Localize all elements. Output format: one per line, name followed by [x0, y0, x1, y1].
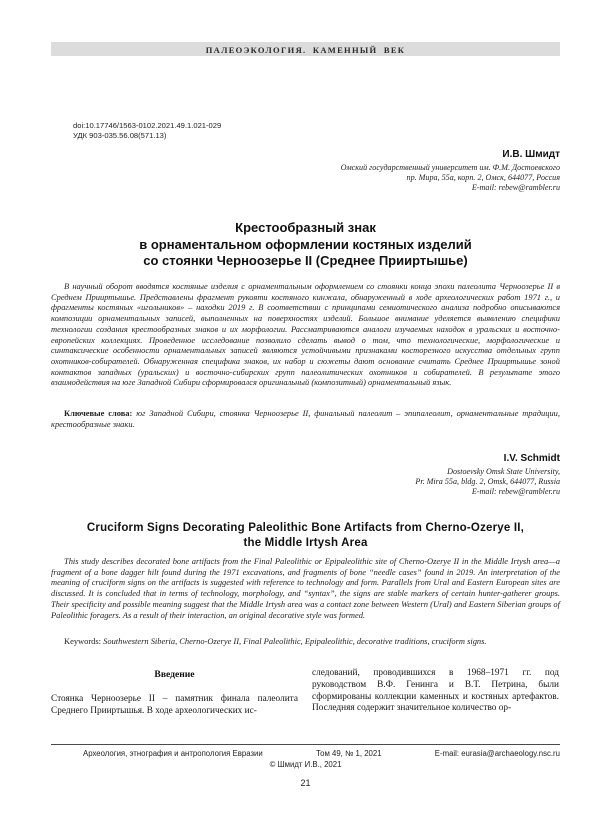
author-name-en: I.V. Schmidt: [503, 453, 560, 464]
author-email-ru: E-mail: rebew@rambler.ru: [471, 182, 560, 192]
title-line: со стоянки Черноозерье II (Среднее Прииртышье): [143, 253, 468, 268]
body-columns: [51, 668, 560, 717]
page-number: 21: [300, 778, 311, 788]
affiliation-line: Pr. Mira 55a, bldg. 2, Omsk, 644077, Russia: [415, 476, 560, 486]
doi-line: doi:10.17746/1563-0102.2021.49.1.021-029: [73, 121, 222, 130]
keywords-ru: [51, 408, 560, 429]
author-block-ru: [51, 149, 560, 192]
keywords-en-label: Keywords:: [64, 636, 102, 646]
abstract-en-text: This study describes decorated bone artifacts from the Final Paleolithic or Epipaleolithic site of Cherno-Ozerye II in the Middle Irtysh area—a fragment of a bone dagger hilt found during the 1971 excavations, and fragments of bone “needle cases” found in 2019. An interpretation of the meaning of cruciform signs on the artifacts is suggested with reference to technology and form. Parallels from Ural and Eastern European sites are discussed. It is concluded that in terms of technology, morphology, and “syntax”, the signs are stable markers of certain hunter-gatherer groups. Their specificity and possible meaning suggest that the Middle Irtysh area was a contact zone between Western (Ural) and Eastern Siberian groups of Paleolithic foragers. As a result of their interaction, an original decorative style was formed.: [51, 556, 560, 620]
article-title-ru: [51, 220, 560, 270]
left-column-text: Стоянка Черноозерье II – памятник финала палеолита Среднего Прииртышья. В ходе археологических ис-: [51, 693, 298, 716]
keywords-en: [51, 636, 560, 647]
section-band: [51, 42, 560, 56]
affiliation-line: пр. Мира, 55а, корп. 2, Омск, 644077, Россия: [406, 172, 560, 182]
abstract-en: [51, 556, 560, 620]
title-line: Крестообразный знак: [235, 220, 376, 235]
abstract-ru: [51, 281, 560, 388]
affiliation-line: Омский государственный университет им. Ф.М. Достоевского: [340, 163, 560, 172]
right-column-text: следований, проводившихся в 1968–1971 гг. под руководством В.Ф. Генинга и В.Т. Петрина, были сформированы коллекции каменных и костяных артефактов. Последняя содержит значительное количество ор-: [312, 668, 559, 714]
footer-rule: [51, 744, 560, 745]
left-column: [51, 668, 298, 717]
footer-volume-issue: Том 49, № 1, 2021: [315, 749, 382, 758]
affiliation-en: [51, 467, 560, 496]
doi-udk-block: [73, 121, 221, 141]
keywords-en-text: Southwestern Siberia, Cherno-Ozerye II, Final Paleolithic, Epipaleolithic, decorative traditions, cruciform signs.: [101, 636, 487, 646]
footer-email: E-mail: eurasia@archaeology.nsc.ru: [434, 749, 560, 758]
footer-row: [83, 749, 560, 758]
keywords-ru-paragraph: [51, 408, 560, 429]
author-email-en: E-mail: rebew@rambler.ru: [471, 486, 560, 496]
right-column: [312, 668, 559, 717]
footer-journal-name: Археология, этнография и антропология Евразии: [83, 749, 263, 758]
section-band-label: ПАЛЕОЭКОЛОГИЯ. КАМЕННЫЙ ВЕК: [205, 45, 406, 55]
keywords-en-paragraph: [51, 636, 560, 647]
udk-line: УДК 903-035.56.08(571.13): [73, 131, 167, 140]
keywords-ru-label: Ключевые слова:: [64, 408, 133, 418]
affiliation-ru: [51, 163, 560, 192]
keywords-ru-text: юг Западной Сибири, стоянка Черноозерье II, финальный палеолит – эпипалеолит, орнаментальные традиции, крестообразные знаки.: [51, 408, 560, 429]
copyright-line: © Шмидт И.В., 2021: [269, 760, 342, 769]
abstract-ru-text: В научный оборот вводятся костяные изделия с орнаментальным оформлением со стоянки конца эпохи палеолита Черноозерье II в Среднем Прииртышье. Представлены фрагмент рукояти костяного кинжала, обнаруженный в ходе археологических работ 1971 г., и фрагменты костяных «игольников» – находки 2019 г. В соответствии с принципами семиотического анализа подробно описываются композиции орнаментальных записей, выполненных на поверхностях изделий. Большое внимание уделяется выявлению специфики технологии создания крестообразных знаков и их морфологии. Рассматриваются аналоги изучаемых находок в уральских и восточно-европейских коллекциях. Проведенное исследование позволило сделать вывод о том, что технологические, морфологические и синтаксические особенности орнаментальных записей являются устойчивыми признаками косторезного искусства отдельных групп охотников-собирателей. Обнаруженная специфика знаков, их набор и сюжеты дают основание считать Среднее Прииртышье зоной контактов западных (уральских) и восточно-сибирских групп палеолитических охотников и собирателей. В результате этого взаимодействия на юге Западной Сибири сформировался оригинальный (композитный) орнаментальный язык.: [51, 281, 560, 388]
author-name-ru: И.В. Шмидт: [502, 149, 560, 160]
section-heading: Введение: [154, 669, 195, 680]
title-line: Cruciform Signs Decorating Paleolithic Bone Artifacts from Cherno-Ozerye II,: [86, 522, 525, 534]
title-line: the Middle Irtysh Area: [243, 537, 368, 549]
affiliation-line: Dostoevsky Omsk State University,: [447, 467, 560, 476]
article-title-en: [51, 521, 560, 551]
author-block-en: [51, 453, 560, 496]
title-line: в орнаментальном оформлении костяных изделий: [139, 236, 472, 252]
